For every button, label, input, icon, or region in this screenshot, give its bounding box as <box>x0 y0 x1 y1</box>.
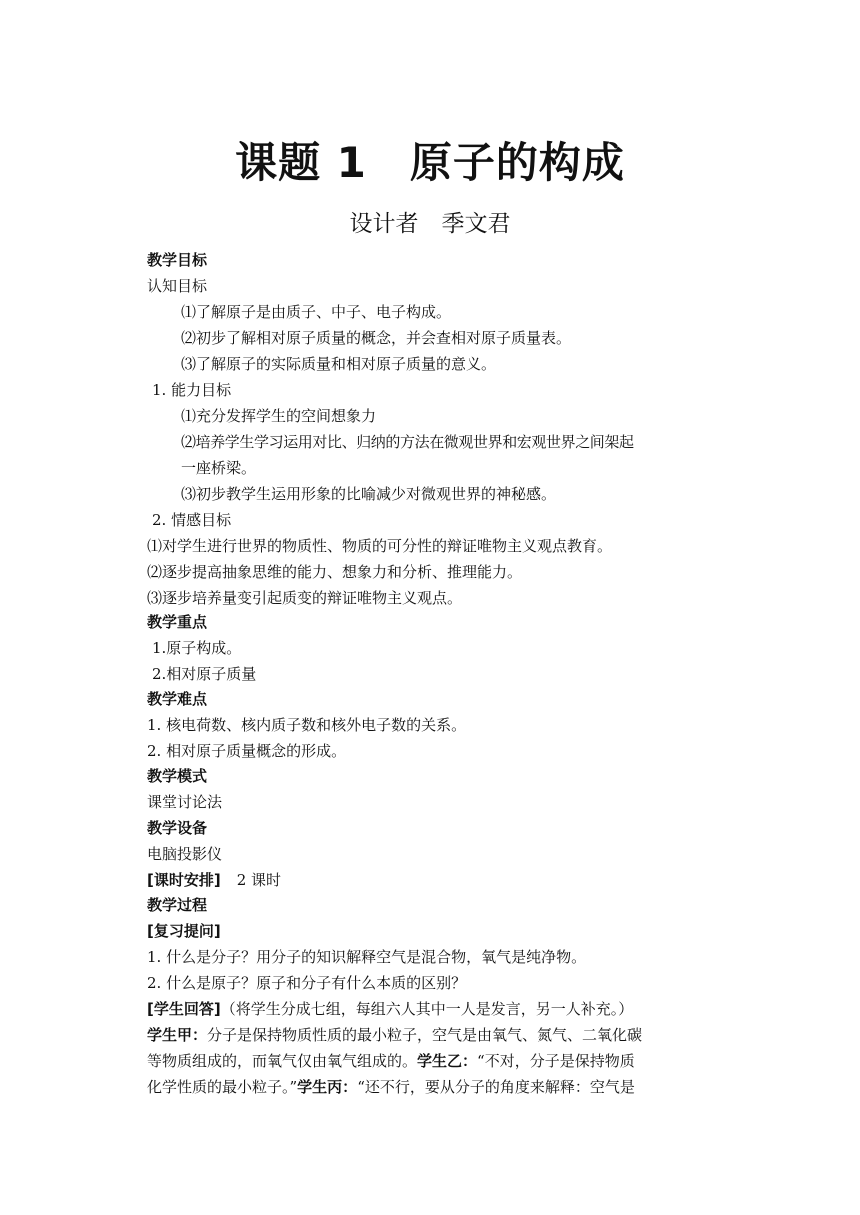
text-line: 认知目标 <box>147 277 208 295</box>
label-student-b: 学生乙： <box>417 1052 478 1070</box>
heading-teaching-goals: 教学目标 <box>147 251 208 269</box>
label-student-a: 学生甲： <box>147 1026 208 1044</box>
heading-teaching-mode: 教学模式 <box>147 767 208 785</box>
heading-key-points: 教学重点 <box>147 613 208 631</box>
heading-difficult-points: 教学难点 <box>147 690 208 708</box>
text-line: 2. 相对原子质量概念的形成。 <box>147 742 347 760</box>
text-line: 课堂讨论法 <box>147 793 223 811</box>
text-line: ⑴了解原子是由质子、中子、电子构成。 <box>181 303 452 321</box>
heading-teaching-process: 教学过程 <box>147 896 208 914</box>
heading-schedule: [课时安排] <box>147 871 221 889</box>
text-line: ⑴充分发挥学生的空间想象力 <box>181 407 377 425</box>
text-line: 电脑投影仪 <box>147 845 223 863</box>
text-line: 化学性质的最小粒子。”学生丙：“还不行，要从分子的角度来解释：空气是 <box>147 1078 635 1096</box>
text-line: 1. 核电荷数、核内质子数和核外电子数的关系。 <box>147 716 467 734</box>
text-line: 1.原子构成。 <box>152 639 242 657</box>
text-line: 2.相对原子质量 <box>152 665 257 683</box>
heading-teaching-equipment: 教学设备 <box>147 819 208 837</box>
text-line: 一座桥梁。 <box>181 459 257 477</box>
text-line: ⑵逐步提高抽象思维的能力、想象力和分析、推理能力。 <box>147 563 523 581</box>
text-line: 2. 什么是原子？原子和分子有什么本质的区别？ <box>147 974 467 992</box>
text-line <box>147 870 281 890</box>
author-line: 设计者 季文君 <box>349 211 511 237</box>
text-line: ⑶了解原子的实际质量和相对原子质量的意义。 <box>181 355 497 373</box>
text-line: 1. 什么是分子？用分子的知识解释空气是混合物，氧气是纯净物。 <box>147 948 587 966</box>
text-line: 1. 能力目标 <box>152 381 232 399</box>
schedule-value: 2 课时 <box>236 871 282 889</box>
text-line: ⑴对学生进行世界的物质性、物质的可分性的辩证唯物主义观点教育。 <box>147 537 613 555</box>
text-line: 学生甲：分子是保持物质性质的最小粒子，空气是由氧气、氮气、二氧化碳 <box>147 1026 643 1044</box>
label-student-answer: [学生回答] <box>147 1000 221 1018</box>
text-line: ⑶逐步培养量变引起质变的辩证唯物主义观点。 <box>147 589 463 607</box>
text-line: 2. 情感目标 <box>152 511 232 529</box>
label-student-c: 学生丙： <box>297 1078 358 1096</box>
text-line: ⑵培养学生学习运用对比、归纳的方法在微观世界和宏观世界之间架起 <box>181 433 634 451</box>
text-line: [学生回答]（将学生分成七组，每组六人其中一人是发言，另一人补充。） <box>147 1000 634 1018</box>
heading-review-questions: [复习提问] <box>147 922 221 940</box>
text-line: ⑶初步教学生运用形象的比喻减少对微观世界的神秘感。 <box>181 485 557 503</box>
text-line: ⑵初步了解相对原子质量的概念，并会查相对原子质量表。 <box>181 329 572 347</box>
page-title: 课题 1 原子的构成 <box>235 138 625 187</box>
text-line: 等物质组成的，而氧气仅由氧气组成的。学生乙：“不对，分子是保持物质 <box>147 1052 635 1070</box>
